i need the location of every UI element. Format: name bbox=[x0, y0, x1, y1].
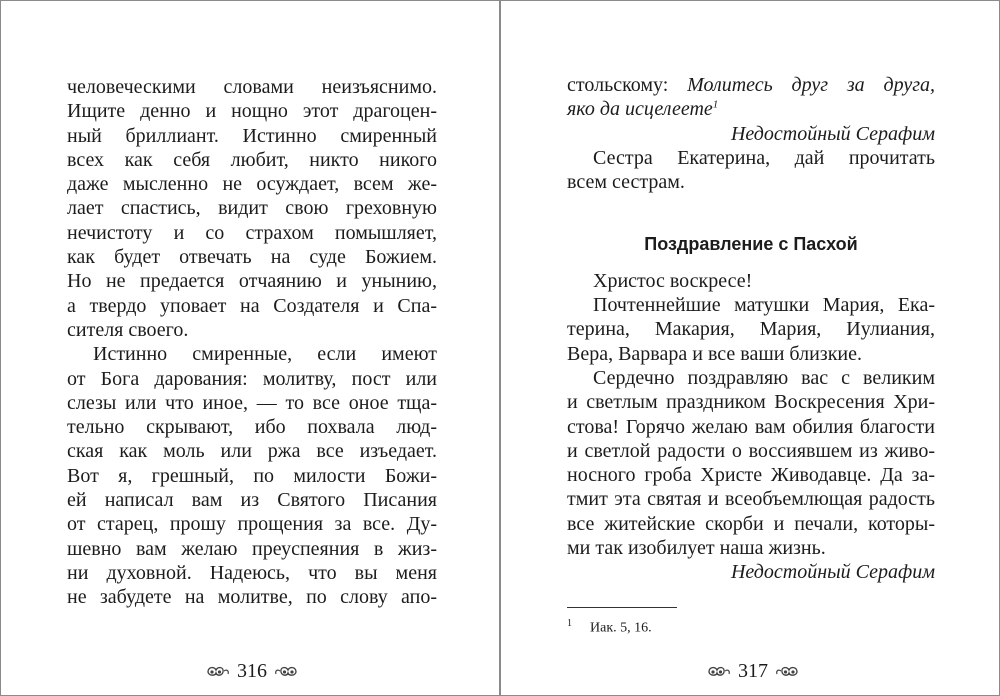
scripture-quote: яко да исцелеете bbox=[567, 98, 713, 121]
greeting-line: Христос воскресе! bbox=[593, 269, 753, 292]
text-line: шевно вам желаю преуспеяния в жиз- bbox=[67, 537, 437, 560]
floral-ornament-icon bbox=[273, 663, 299, 679]
text-line: ми так изобилует наша жизнь. bbox=[567, 537, 826, 560]
page-number-right bbox=[706, 659, 800, 683]
text-line: и светлой радости о воссиявшем из живо- bbox=[567, 439, 935, 462]
text-line: носного гроба Христе Живодавце. Да за- bbox=[567, 464, 935, 487]
text-line: Вот я, грешный, по милости Божи- bbox=[67, 464, 437, 487]
text-line: сителя своего. bbox=[67, 318, 189, 341]
right-page-text bbox=[567, 73, 935, 585]
page-number: 316 bbox=[237, 660, 267, 682]
text-line: стова! Горячо желаю вам обилия благости bbox=[567, 415, 935, 438]
footnote bbox=[567, 615, 652, 638]
quote-prefix: стольскому: bbox=[567, 74, 669, 96]
text-line: Сестра Екатерина, дай прочитать bbox=[593, 146, 935, 169]
text-line: ская как моль или ржа все изъедает. bbox=[67, 440, 437, 463]
text-line: всех как себя любит, никто никого bbox=[67, 148, 437, 171]
text-line: Ищите денно и нощно этот драгоцен- bbox=[67, 100, 437, 123]
text-line: и светлым праздником Воскресения Хри- bbox=[567, 391, 935, 414]
text-line: терина, Макария, Мария, Иулиания, bbox=[567, 318, 935, 341]
spacer bbox=[567, 257, 935, 269]
signature: Недостойный Серафим bbox=[730, 561, 935, 584]
text-line: ни духовной. Надеюсь, что вы меня bbox=[67, 561, 437, 584]
text-line: не забудете на молитве, по слову апо- bbox=[67, 586, 437, 609]
text-line: от старец, прошу прощения за все. Ду- bbox=[67, 513, 437, 536]
signature: Недостойный Серафим bbox=[730, 122, 935, 145]
page-number-left bbox=[205, 659, 299, 683]
text-line: ный бриллиант. Истинно смиренный bbox=[67, 124, 437, 147]
right-page bbox=[501, 0, 1000, 696]
text-line: Но не предается отчаянию и унынию, bbox=[67, 270, 437, 293]
text-line: слезы или что иное, — то все оное тща- bbox=[67, 391, 437, 414]
floral-ornament-icon bbox=[205, 663, 231, 679]
spacer bbox=[567, 194, 935, 232]
floral-ornament-icon bbox=[706, 663, 732, 679]
left-page-text bbox=[67, 75, 437, 610]
footnote-rule bbox=[567, 607, 677, 608]
scripture-quote: Молитесь друг за друга, bbox=[687, 74, 935, 96]
floral-ornament-icon bbox=[774, 663, 800, 679]
footnote-mark: 1 bbox=[567, 618, 572, 629]
text-line: Вера, Варвара и все ваши близкие. bbox=[567, 342, 862, 365]
text-line: всем сестрам. bbox=[567, 171, 685, 194]
quote-line bbox=[567, 97, 935, 121]
text-line: человеческими словами неизъяснимо. bbox=[67, 76, 437, 98]
footnote-reference[interactable]: 1 bbox=[712, 98, 719, 111]
quote-line bbox=[567, 73, 935, 97]
text-line: Почтеннейшие матушки Мария, Ека- bbox=[593, 294, 935, 317]
text-line: а твердо уповает на Создателя и Спа- bbox=[67, 294, 437, 317]
text-line: Сердечно поздравляю вас с великим bbox=[593, 366, 935, 389]
text-line: ей написал вам из Святого Писания bbox=[67, 489, 437, 512]
text-line: все житейские скорби и печали, которы- bbox=[567, 512, 935, 535]
page-number: 317 bbox=[738, 660, 768, 682]
text-line: Истинно смиренные, если имеют bbox=[93, 343, 437, 366]
text-line: даже мысленно не осуждает, всем же- bbox=[67, 173, 437, 196]
text-line: лает спастись, видит свою греховную bbox=[67, 197, 437, 220]
text-line: как будет отвечать на суде Божием. bbox=[67, 246, 437, 269]
text-line: от Бога дарования: молитву, пост или bbox=[67, 367, 437, 390]
text-line: нечистоту и со страхом помышляет, bbox=[67, 221, 437, 244]
section-heading: Поздравление с Пасхой bbox=[644, 234, 858, 255]
text-line: тмит эта святая и всеобъемлющая радость bbox=[567, 488, 935, 511]
text-line: тельно скрывают, ибо похвала люд- bbox=[67, 416, 437, 439]
footnote-text: Иак. 5, 16. bbox=[590, 620, 652, 636]
